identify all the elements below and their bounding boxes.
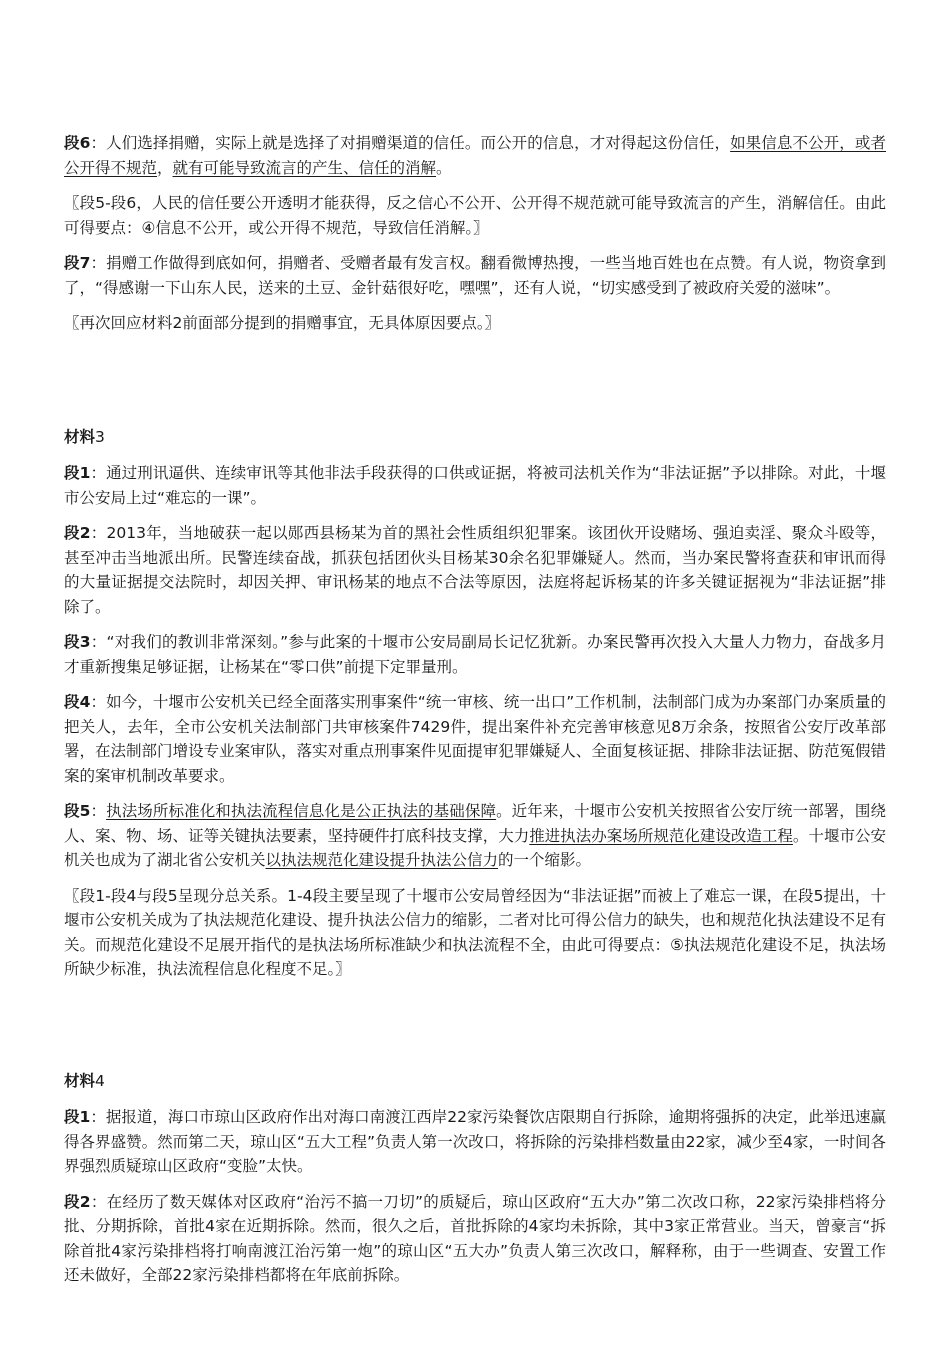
label-colon: ：	[90, 464, 107, 482]
paragraph-text: 的一个缩影。	[498, 851, 592, 869]
label-colon: ：	[90, 1192, 107, 1211]
paragraph-label: 段4	[64, 693, 91, 711]
paragraph-label: 段1	[64, 1108, 91, 1126]
label-colon: ：	[90, 633, 107, 651]
m3-paragraph-5	[64, 799, 886, 873]
analysis-note: 〖段5-段6，人民的信任要公开透明才能获得，反之信心不公开、公开得不规范就可能导致流言的产生，消解信任。由此可得要点：④信息不公开，或公开得不规范，导致信任消解。〗	[64, 194, 886, 237]
m4-paragraph-1	[64, 1105, 886, 1179]
paragraph-text: ，	[157, 158, 173, 177]
analysis-note: 〖段1-段4与段5呈现分总关系。1-4段主要呈现了十堰市公安局曾经因为“非法证据”而被上了难忘一课，在段5提出，十堰市公安机关成为了执法规范化建设、提升执法公信力的缩影，二者对比可得公信力的缺失，也和规范化执法建设不足有关。而规范化建设不足展开指代的是执法场所标准缺少和执法流程不全，由此可得要点：⑤执法规范化建设不足，执法场所缺少标准，执法流程信息化程度不足。〗	[64, 886, 886, 978]
paragraph-text: “对我们的教训非常深刻。”参与此案的十堰市公安局副局长记忆犹新。办案民警再次投入大量人力物力，奋战多月才重新搜集足够证据，让杨某在“零口供”前提下定罪量刑。	[64, 633, 886, 676]
document-body	[64, 131, 886, 1299]
m4-paragraph-2	[64, 1190, 886, 1288]
underlined-phrase: 推进执法办案场所规范化建设改造工程	[529, 826, 793, 845]
analysis-note: 〖再次回应材料2前面部分提到的捐赠事宜，无具体原因要点。〗	[64, 314, 501, 332]
label-colon: ：	[90, 524, 107, 542]
material-number: 4	[95, 1071, 105, 1090]
paragraph-label: 段2	[64, 1192, 91, 1211]
paragraph-text: 在经历了数天媒体对区政府“治污不搞一刀切”的质疑后，琼山区政府“五大办”第二次改口称，22家污染排档将分批、分期拆除，首批4家在近期拆除。然而，很久之后，首批拆除的4家均未拆除，其中3家正常营业。当天，曾豪言“拆除首批4家污染排档将打响南渡江治污第一炮”的琼山区“五大办”负责人第三次改口，解释称，由于一些调查、安置工作还未做好，全部22家污染排档都将在年底前拆除。	[64, 1192, 886, 1284]
paragraph-label: 段2	[64, 524, 91, 542]
section-spacer	[64, 993, 886, 1069]
paragraph-label: 段1	[64, 464, 91, 482]
paragraph-text: 据报道，海口市琼山区政府作出对海口南渡江西岸22家污染餐饮店限期自行拆除，逾期将强拆的决定，此举迅速赢得各界盛赞。然而第二天，琼山区“五大工程”负责人第一次改口，将拆除的污染排档数量由22家，减少至4家，一时间各界强烈质疑琼山区政府“变脸”太快。	[64, 1108, 886, 1175]
m3-paragraph-1	[64, 461, 886, 510]
m3-paragraph-3	[64, 630, 886, 679]
m3-paragraph-2	[64, 521, 886, 619]
m3-paragraph-4	[64, 690, 886, 788]
underlined-phrase: 就有可能导致流言的产生、信任的消解	[172, 158, 437, 177]
paragraph-label: 段3	[64, 633, 91, 651]
paragraph-text: 捐赠工作做得到底如何，捐赠者、受赠者最有发言权。翻看微博热搜，一些当地百姓也在点赞。有人说，物资拿到了，“得感谢一下山东人民，送来的土豆、金针菇很好吃，嘿嘿”，还有人说，“切实感受到了被政府关爱的滋味”。	[64, 254, 886, 297]
label-colon: ：	[90, 1108, 106, 1126]
underlined-phrase: 以执法规范化建设提升执法公信力	[265, 851, 499, 869]
label-colon: ：	[90, 254, 107, 272]
material-4-heading	[64, 1069, 886, 1094]
paragraph-text: 。	[436, 158, 452, 177]
paragraph-text: 。十堰市公安机关也成为了湖北省公安机关	[64, 826, 886, 869]
material-title: 材料	[64, 427, 96, 446]
paragraph-text: 2013年，当地破获一起以郧西县杨某为首的黑社会性质组织犯罪案。该团伙开设赌场、强迫卖淫、聚众斗殴等，甚至冲击当地派出所。民警连续奋战，抓获包括团伙头目杨某30余名犯罪嫌疑人。然而，当办案民警将查获和审讯而得的大量证据提交法院时，却因关押、审讯杨某的地点不合法等原因，法庭将起诉杨某的许多关键证据视为“非法证据”排除了。	[64, 524, 886, 616]
material-number: 3	[95, 427, 105, 446]
paragraph-text: 通过刑讯逼供、连续审讯等其他非法手段获得的口供或证据，将被司法机关作为“非法证据”予以排除。对此，十堰市公安局上过“难忘的一课”。	[64, 464, 886, 507]
material-3-heading	[64, 425, 886, 450]
label-colon: ：	[90, 134, 107, 152]
underlined-phrase: 如果信息不公开，或者公开得不规范	[64, 134, 886, 177]
paragraph-label: 段7	[64, 254, 91, 272]
paragraph-label: 段5	[64, 802, 91, 820]
paragraph-text: 如今，十堰市公安机关已经全面落实刑事案件“统一审核、统一出口”工作机制，法制部门成为办案部门办案质量的把关人，去年，全市公安机关法制部门共审核案件7429件，提出案件补充完善审核意见8万余条，按照省公安厅改革部署，在法制部门增设专业案审队，落实对重点刑事案件见面提审犯罪嫌疑人、全面复核证据、排除非法证据、防范冤假错案的案审机制改革要求。	[64, 693, 886, 785]
section-spacer	[64, 347, 886, 425]
paragraph-text: 人们选择捐赠，实际上就是选择了对捐赠渠道的信任。而公开的信息，才对得起这份信任，	[106, 134, 731, 152]
paragraph-6	[64, 131, 886, 180]
paragraph-text: 。近年来，十堰市公安机关按照省公安厅统一部署，围绕人、案、物、场、证等关键执法要素，坚持硬件打底科技支撑，大力	[64, 802, 886, 845]
paragraph-7	[64, 251, 886, 300]
paragraph-label: 段6	[64, 134, 91, 152]
material-title: 材料	[64, 1071, 96, 1090]
label-colon: ：	[90, 693, 107, 711]
underlined-phrase: 执法场所标准化和执法流程信息化是公正执法的基础保障	[106, 802, 497, 820]
label-colon: ：	[90, 802, 107, 820]
